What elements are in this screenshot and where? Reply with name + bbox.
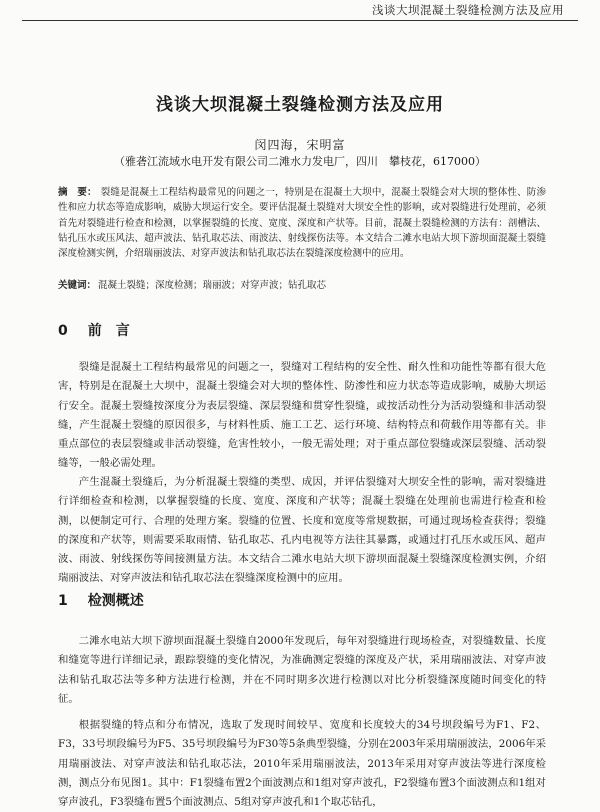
section-heading-introduction xyxy=(58,320,130,340)
paragraph: 裂缝是混凝土工程结构最常见的问题之一，裂缝对工程结构的安全性、耐久性和功能性等都有很大危害，特别是在混凝土大坝中，混凝土裂缝会对大坝的整体性、防渗性和应力状态等造成影响，威胁大坝运行安全。混凝土裂缝按深度分为表层裂缝、深层裂缝和贯穿性裂缝，或按活动性分为活动裂缝和非活动裂缝，产生混凝土裂缝的原因很多，与材料性质、施工工艺、运行环境、结构特点和荷载作用等都有关。非重点部位的表层裂缝或非活动裂缝，危害性较小，一般无需处理；对于重点部位裂缝或深层裂缝、活动裂缝等，一般必需处理。 xyxy=(58,361,546,470)
keywords-text: 混凝土裂缝；深度检测；瑞丽波；对穿声波；钻孔取芯 xyxy=(98,280,327,291)
paragraph: 根据裂缝的特点和分布情况，选取了发现时间较早、宽度和长度较大的34号坝段编号为F1、F2、F3，33号坝段编号为F5、35号坝段编号为F30等5条典型裂缝，分别在2003年采用瑞丽波法，2006年采用瑞丽波法、对穿声波法和钻孔取芯法，2010年采用瑞丽波法，2013年采用对穿声波法等进行深度检测，测点分布见图1。其中：F1裂缝布置2个面波测点和1组对穿声波孔，F2裂缝布置3个面波测点和1组对穿声波孔，F3裂缝布置5个面波测点、5组对穿声波孔和1个取芯钻孔， xyxy=(58,719,546,809)
section-number: 0 xyxy=(58,323,68,339)
paragraph: 二滩水电站大坝下游坝面混凝土裂缝自2000年发现后，每年对裂缝进行现场检查，对裂缝数量、长度和缝宽等进行详细记录，跟踪裂缝的变化情况，为准确测定裂缝的深度及产状，采用瑞丽波法、对穿声波法和钻孔取芯法等多种方法进行检测，并在不同时期多次进行检测以对比分析裂缝深度随时间变化的特征。 xyxy=(58,635,546,705)
section-number: 1 xyxy=(58,593,68,609)
section-heading-overview xyxy=(58,590,144,610)
affiliation: （雅砻江流域水电开发有限公司二滩水力发电厂，四川 攀枝花，617000） xyxy=(114,155,486,168)
authors: 闵四海，宋明富 xyxy=(254,138,346,152)
section-title: 检测概述 xyxy=(87,593,144,609)
keywords xyxy=(58,278,546,293)
abstract xyxy=(58,185,546,261)
keywords-label: 关键词： xyxy=(58,280,97,291)
paper-title: 浅谈大坝混凝土裂缝检测方法及应用 xyxy=(156,95,444,115)
running-header: 浅谈大坝混凝土裂缝检测方法及应用 xyxy=(372,3,564,17)
section-title: 前 言 xyxy=(87,323,130,339)
abstract-label: 摘 要： xyxy=(58,187,97,198)
abstract-text: 裂缝是混凝土工程结构最常见的问题之一，特别是在混凝土大坝中，混凝土裂缝会对大坝的整体性、防渗性和应力状态等造成影响，威胁大坝运行安全。要评估混凝土裂缝对大坝安全性的影响，或对裂缝进行处理前，必须首先对裂缝进行检查和检测，以掌握裂缝的长度、宽度、深度和产状等。目前，混凝土裂缝检测的方法有：剖槽法、钻孔压水或压风法、超声波法、钻孔取芯法、雨波法、射线探伤法等。本文结合二滩水电站大坝下游坝面混凝土裂缝深度检测实例，介绍瑞丽波法、对穿声波法和钻孔取芯法在裂缝深度检测中的应用。 xyxy=(58,187,546,260)
header-rule xyxy=(22,20,578,21)
paragraph: 产生混凝土裂缝后，为分析混凝土裂缝的类型、成因，并评估裂缝对大坝安全性的影响，需对裂缝进行详细检查和检测，以掌握裂缝的长度、宽度、深度和产状等；混凝土裂缝在处理前也需进行检查和检测，以便制定可行、合理的处理方案。裂缝的位置、长度和宽度等常规数据，可通过现场检查获得；裂缝的深度和产状等，则需要采取雨情、钻孔取芯、孔内电视等方法往其暴露，或通过打孔压水或压风、超声波、雨波、射线探伤等间接测量方法。本文结合二滩水电站大坝下游坝面混凝土裂缝深度检测实例，介绍瑞丽波法、对穿声波法和钻孔取芯法在裂缝深度检测中的应用。 xyxy=(58,476,546,585)
